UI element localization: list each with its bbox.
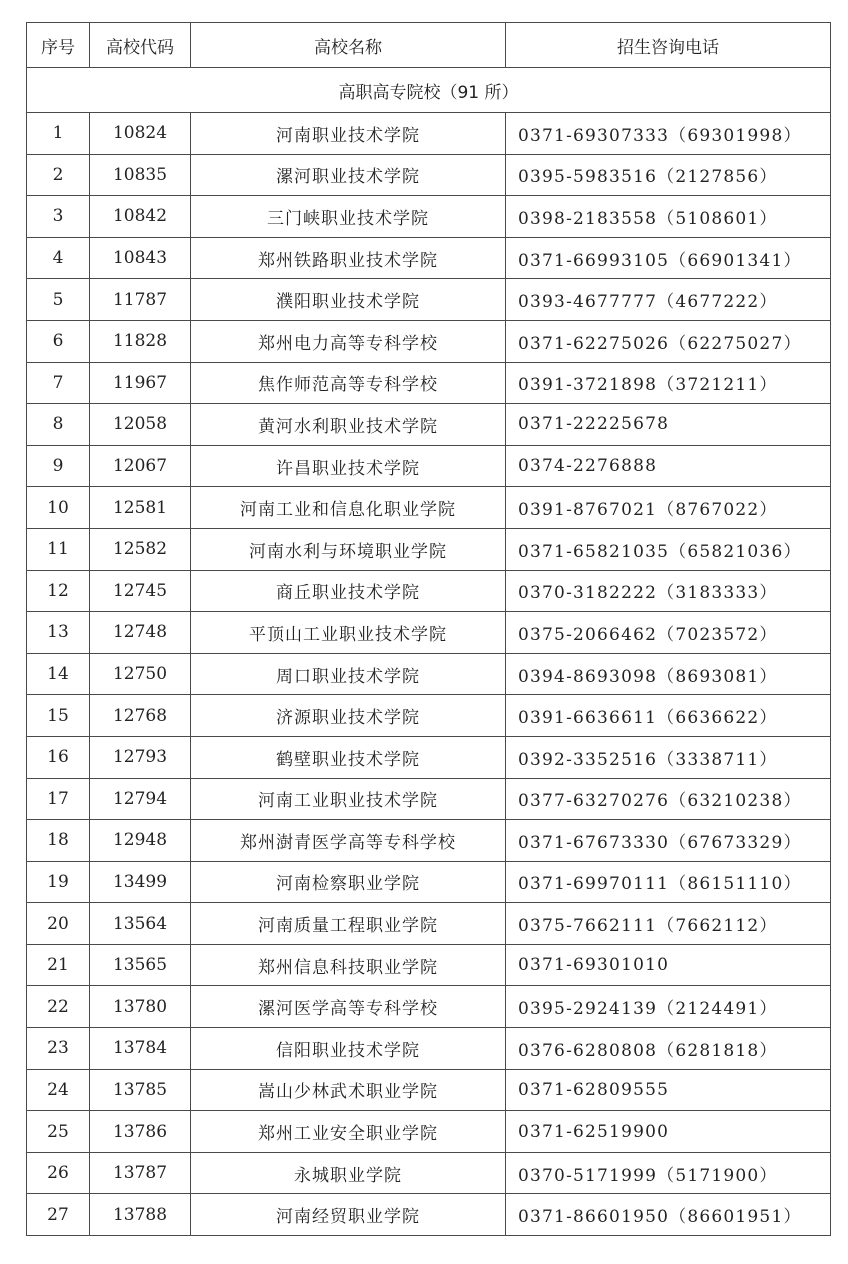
cell-name: 平顶山工业职业技术学院 [191,612,506,654]
table-header [27,23,831,68]
header-row [27,23,831,68]
cell-name: 许昌职业技术学院 [191,445,506,487]
cell-code: 13564 [90,903,191,945]
cell-index: 17 [27,778,90,820]
cell-name: 河南水利与环境职业学院 [191,528,506,570]
cell-code: 12582 [90,528,191,570]
table-row [27,279,831,321]
cell-code: 12794 [90,778,191,820]
cell-code: 10824 [90,113,191,155]
cell-index: 2 [27,154,90,196]
cell-index: 3 [27,196,90,238]
cell-index: 8 [27,404,90,446]
header-phone: 招生咨询电话 [506,23,831,68]
cell-name: 信阳职业技术学院 [191,1028,506,1070]
cell-index: 11 [27,528,90,570]
cell-code: 10843 [90,237,191,279]
header-index: 序号 [27,23,90,68]
cell-name: 商丘职业技术学院 [191,570,506,612]
cell-index: 7 [27,362,90,404]
cell-phone: 0374-2276888 [506,445,831,487]
cell-code: 11828 [90,320,191,362]
cell-code: 12745 [90,570,191,612]
college-table [26,22,831,1236]
cell-code: 12793 [90,736,191,778]
table-row [27,861,831,903]
cell-phone: 0371-69301010 [506,944,831,986]
cell-code: 12581 [90,487,191,529]
cell-name: 河南职业技术学院 [191,113,506,155]
table-row [27,736,831,778]
cell-phone: 0375-2066462（7023572） [506,612,831,654]
cell-code: 11967 [90,362,191,404]
cell-index: 13 [27,612,90,654]
cell-index: 5 [27,279,90,321]
header-code: 高校代码 [90,23,191,68]
table-row [27,154,831,196]
cell-code: 13780 [90,986,191,1028]
cell-name: 河南工业和信息化职业学院 [191,487,506,529]
cell-phone: 0391-8767021（8767022） [506,487,831,529]
cell-name: 郑州电力高等专科学校 [191,320,506,362]
cell-name: 漯河医学高等专科学校 [191,986,506,1028]
cell-index: 14 [27,653,90,695]
cell-code: 12058 [90,404,191,446]
cell-index: 21 [27,944,90,986]
cell-name: 周口职业技术学院 [191,653,506,695]
cell-name: 河南工业职业技术学院 [191,778,506,820]
cell-code: 13786 [90,1111,191,1153]
cell-index: 9 [27,445,90,487]
cell-name: 郑州信息科技职业学院 [191,944,506,986]
table-row [27,445,831,487]
cell-index: 16 [27,736,90,778]
table-row [27,196,831,238]
cell-name: 鹤壁职业技术学院 [191,736,506,778]
cell-index: 18 [27,820,90,862]
header-name: 高校名称 [191,23,506,68]
cell-code: 12748 [90,612,191,654]
table-row [27,986,831,1028]
cell-phone: 0371-62809555 [506,1069,831,1111]
table-row [27,612,831,654]
cell-phone: 0398-2183558（5108601） [506,196,831,238]
cell-name: 永城职业学院 [191,1152,506,1194]
cell-index: 22 [27,986,90,1028]
cell-index: 1 [27,113,90,155]
table-row [27,1194,831,1236]
table-row [27,695,831,737]
cell-index: 26 [27,1152,90,1194]
table-row [27,487,831,529]
table-row [27,1111,831,1153]
table-row [27,404,831,446]
table-row [27,820,831,862]
table-row [27,362,831,404]
cell-phone: 0371-86601950（86601951） [506,1194,831,1236]
table-row [27,237,831,279]
table-row [27,113,831,155]
cell-phone: 0371-66993105（66901341） [506,237,831,279]
cell-code: 12768 [90,695,191,737]
cell-code: 11787 [90,279,191,321]
table-row [27,903,831,945]
cell-phone: 0391-6636611（6636622） [506,695,831,737]
table-row [27,1028,831,1070]
cell-name: 济源职业技术学院 [191,695,506,737]
document-page [26,22,830,1236]
cell-name: 三门峡职业技术学院 [191,196,506,238]
cell-name: 郑州铁路职业技术学院 [191,237,506,279]
cell-code: 12067 [90,445,191,487]
table-row [27,1069,831,1111]
cell-name: 嵩山少林武术职业学院 [191,1069,506,1111]
cell-name: 河南质量工程职业学院 [191,903,506,945]
table-row [27,528,831,570]
cell-index: 24 [27,1069,90,1111]
cell-index: 12 [27,570,90,612]
table-row [27,320,831,362]
cell-index: 6 [27,320,90,362]
cell-name: 漯河职业技术学院 [191,154,506,196]
cell-phone: 0371-65821035（65821036） [506,528,831,570]
cell-name: 濮阳职业技术学院 [191,279,506,321]
cell-name: 黄河水利职业技术学院 [191,404,506,446]
cell-phone: 0370-5171999（5171900） [506,1152,831,1194]
cell-phone: 0371-67673330（67673329） [506,820,831,862]
table-row [27,1152,831,1194]
cell-phone: 0377-63270276（63210238） [506,778,831,820]
section-title: 高职高专院校（91 所） [27,68,831,113]
cell-index: 19 [27,861,90,903]
cell-phone: 0395-5983516（2127856） [506,154,831,196]
cell-phone: 0371-69970111（86151110） [506,861,831,903]
cell-index: 25 [27,1111,90,1153]
cell-phone: 0375-7662111（7662112） [506,903,831,945]
cell-code: 13499 [90,861,191,903]
cell-code: 13788 [90,1194,191,1236]
cell-index: 15 [27,695,90,737]
cell-code: 13787 [90,1152,191,1194]
cell-phone: 0371-62275026（62275027） [506,320,831,362]
table-row [27,570,831,612]
cell-phone: 0394-8693098（8693081） [506,653,831,695]
cell-index: 20 [27,903,90,945]
cell-name: 焦作师范高等专科学校 [191,362,506,404]
cell-index: 10 [27,487,90,529]
cell-code: 10842 [90,196,191,238]
cell-name: 河南检察职业学院 [191,861,506,903]
cell-name: 郑州澍青医学高等专科学校 [191,820,506,862]
cell-phone: 0392-3352516（3338711） [506,736,831,778]
table-body [27,68,831,1236]
cell-index: 23 [27,1028,90,1070]
table-row [27,778,831,820]
cell-code: 13784 [90,1028,191,1070]
cell-phone: 0395-2924139（2124491） [506,986,831,1028]
section-row [27,68,831,113]
cell-phone: 0371-62519900 [506,1111,831,1153]
cell-phone: 0371-22225678 [506,404,831,446]
cell-code: 13785 [90,1069,191,1111]
cell-phone: 0393-4677777（4677222） [506,279,831,321]
table-row [27,944,831,986]
cell-index: 27 [27,1194,90,1236]
cell-index: 4 [27,237,90,279]
cell-phone: 0371-69307333（69301998） [506,113,831,155]
cell-name: 郑州工业安全职业学院 [191,1111,506,1153]
cell-code: 12948 [90,820,191,862]
cell-name: 河南经贸职业学院 [191,1194,506,1236]
cell-code: 10835 [90,154,191,196]
cell-phone: 0370-3182222（3183333） [506,570,831,612]
cell-phone: 0376-6280808（6281818） [506,1028,831,1070]
cell-code: 13565 [90,944,191,986]
table-row [27,653,831,695]
cell-code: 12750 [90,653,191,695]
cell-phone: 0391-3721898（3721211） [506,362,831,404]
